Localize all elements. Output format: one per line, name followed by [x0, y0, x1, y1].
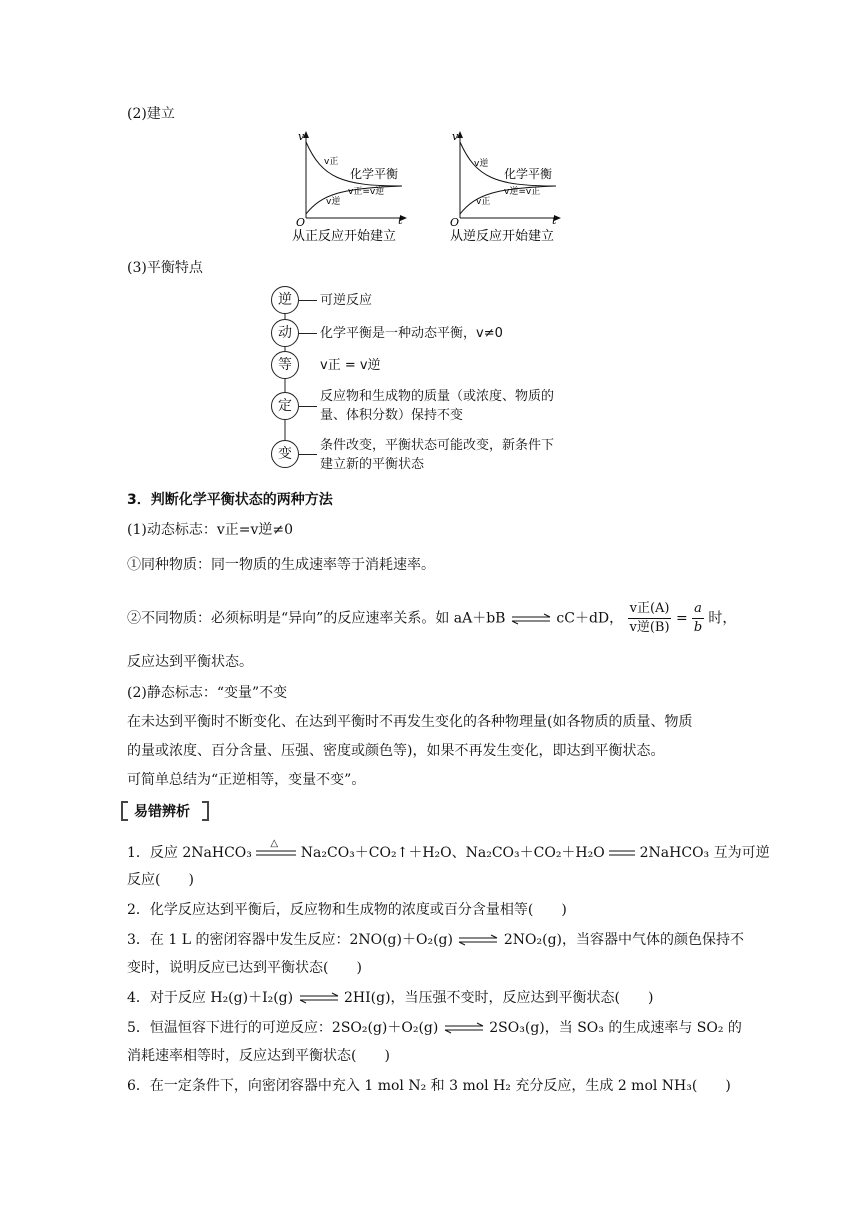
- question-3-end: 变时，说明反应已达到平衡状态( ): [127, 960, 362, 976]
- question-5: [127, 1018, 742, 1038]
- graph2-t: t: [552, 214, 557, 227]
- feature-circle-equal: 等: [271, 351, 299, 379]
- heat-delta: △: [270, 838, 279, 849]
- feature-text-equal: v正 = v逆: [320, 358, 381, 373]
- different-substance-line: ②不同物质：必须标明是“异向”的反应速率关系。如 aA＋bB cC＋dD， $\frac{\text{v正(A)}}{\text{v逆(B)}}$ = $\frac{a}{b}$ 时，: [127, 601, 737, 635]
- graph2-equal-label: v逆=v正: [504, 187, 541, 197]
- rate-ratio-fraction: [628, 600, 672, 637]
- graph2-lower-label: v正: [476, 197, 491, 207]
- error-analysis-title: 易错辨析: [134, 804, 190, 820]
- dynamic-sign: (1)动态标志：v正=v逆≠0: [127, 522, 294, 538]
- different-substance-c: 时，: [708, 610, 737, 627]
- graph2-equilibrium-label: 化学平衡: [504, 167, 553, 181]
- question-5-end: 消耗速率相等时，反应达到平衡状态( ): [127, 1048, 390, 1064]
- graph1-lower-label: v逆: [326, 197, 341, 207]
- different-substance-b: cC＋dD，: [556, 610, 624, 627]
- graph2-upper-label: v逆: [474, 159, 489, 169]
- q4-part-b: 2HI(g)，当压强不变时，反应达到平衡状态( ): [344, 990, 654, 1006]
- heading-judge-methods: 3．判断化学平衡状态的两种方法: [127, 492, 333, 508]
- connector-line: [299, 454, 317, 455]
- graph2-v: v: [452, 130, 459, 143]
- coef-ratio-denominator: b: [693, 620, 703, 635]
- coef-ratio-fraction: [692, 600, 704, 637]
- reversible-arrow-icon: [510, 613, 552, 625]
- different-substance-a: ②不同物质：必须标明是“异向”的反应速率关系。如 aA＋bB: [127, 610, 506, 627]
- static-sign: (2)静态标志：“变量”不变: [127, 685, 288, 701]
- q3-part-a: 3．在 1 L 的密闭容器中发生反应：2NO(g)＋O₂(g): [127, 932, 453, 948]
- graph-forward: [292, 128, 422, 246]
- static-desc-1: 在未达到平衡时不断变化、在达到平衡时不再发生变化的各种物理量(如各物质的质量、物质: [127, 714, 693, 730]
- feature-text-change-2: 建立新的平衡状态: [320, 457, 425, 472]
- graph1-equal-label: v正=v逆: [348, 187, 385, 197]
- connector-line: [299, 333, 317, 334]
- reversible-arrow-icon: [457, 934, 499, 946]
- q5-part-a: 5．恒温恒容下进行的可逆反应：2SO₂(g)＋O₂(g): [127, 1020, 439, 1036]
- question-1: [127, 838, 770, 863]
- feature-circle-reversible: 逆: [271, 286, 299, 314]
- feature-text-fixed-1: 反应物和生成物的质量（或浓度、物质的: [320, 389, 555, 404]
- graph-reverse: [446, 128, 576, 246]
- different-substance-end: 反应达到平衡状态。: [127, 654, 253, 670]
- feature-text-fixed-2: 量、体积分数）保持不变: [320, 408, 464, 423]
- graph1-equilibrium-label: 化学平衡: [350, 167, 399, 181]
- section-title-establish: (2)建立: [127, 106, 175, 122]
- section-title-features: (3)平衡特点: [127, 260, 203, 276]
- coef-ratio-numerator: a: [692, 600, 704, 619]
- connector-line: [299, 406, 317, 407]
- question-1-end: 反应( ): [127, 872, 194, 888]
- reversible-arrow-icon: [443, 1022, 485, 1034]
- question-3: [127, 930, 744, 950]
- reversible-arrow-icon: [298, 992, 340, 1004]
- graph1-v: v: [298, 130, 305, 143]
- feature-circle-dynamic: 动: [271, 319, 299, 347]
- graph1-t: t: [398, 214, 403, 227]
- feature-circle-fixed: 定: [271, 392, 299, 420]
- q5-part-b: 2SO₃(g)，当 SO₃ 的生成速率与 SO₂ 的: [489, 1020, 742, 1036]
- same-substance: ①同种物质：同一物质的生成速率等于消耗速率。: [127, 557, 435, 573]
- heat-arrow-icon: [256, 838, 296, 860]
- graph1-caption: 从正反应开始建立: [292, 229, 397, 244]
- graph1-upper-label: v正: [324, 157, 339, 167]
- feature-text-reversible: 可逆反应: [320, 293, 373, 308]
- graph2-origin: O: [450, 216, 460, 229]
- question-6: 6．在一定条件下，向密闭容器中充入 1 mol N₂ 和 3 mol H₂ 充分反应，生成 2 mol NH₃( ): [127, 1078, 731, 1094]
- q1-part-b: Na₂CO₃＋CO₂↑＋H₂O、Na₂CO₃＋CO₂＋H₂O: [300, 845, 605, 861]
- static-desc-2: 的量或浓度、百分含量、压强、密度或颜色等)，如果不再发生变化，即达到平衡状态。: [127, 743, 665, 759]
- question-2: 2．化学反应达到平衡后，反应物和生成物的浓度或百分含量相等( ): [127, 902, 567, 918]
- rate-ratio-denominator: v逆(B): [629, 620, 670, 635]
- summary: 可简单总结为“正逆相等，变量不变”。: [127, 772, 366, 788]
- rate-ratio-numerator: v正(A): [628, 600, 672, 619]
- feature-text-dynamic: 化学平衡是一种动态平衡，v≠0: [320, 326, 503, 341]
- feature-text-change-1: 条件改变，平衡状态可能改变，新条件下: [320, 438, 555, 453]
- feature-circle-change: 变: [271, 440, 299, 468]
- q1-part-a: 1．反应 2NaHCO₃: [127, 845, 252, 861]
- equals-arrow-icon: [609, 846, 635, 860]
- graph1-origin: O: [296, 216, 306, 229]
- q4-part-a: 4．对于反应 H₂(g)＋I₂(g): [127, 990, 294, 1006]
- q3-part-b: 2NO₂(g)，当容器中气体的颜色保持不: [503, 932, 745, 948]
- graph2-caption: 从逆反应开始建立: [450, 229, 555, 244]
- q1-part-c: 2NaHCO₃ 互为可逆: [639, 845, 770, 861]
- question-4: [127, 988, 653, 1008]
- error-analysis-tag: [120, 800, 210, 822]
- connector-line: [299, 300, 317, 301]
